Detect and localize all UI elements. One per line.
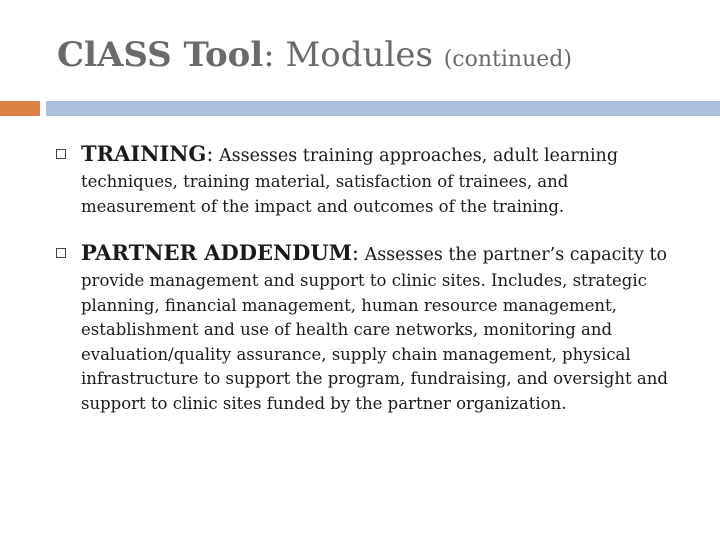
item-text: provide management and support to clinic sites. Includes, strategic planning, financial management, human resource management, establishment and use of health care networks, monitoring and evaluation/quality assurance, supply chain management, physical infrastructure to support the program, fundraising, and oversight and support to clinic sites funded by the partner organization. [81, 271, 668, 413]
accent-bar-orange [0, 101, 40, 116]
title-continued: (continued) [443, 47, 572, 72]
accent-bar-blue [46, 101, 720, 116]
item-text-first-line: Assesses the partner’s capacity to [359, 245, 668, 265]
item-colon: : [351, 241, 359, 265]
list-item-partner-addendum [81, 241, 681, 416]
title-modules: : Modules [263, 35, 444, 75]
item-text: techniques, training material, satisfaction of trainees, and measurement of the impact and outcomes of the training. [81, 172, 569, 216]
item-text-first-line: Assesses training approaches, adult learning [213, 146, 619, 166]
title-tool-name: ClASS Tool [57, 35, 264, 75]
checkbox-bullet-icon [56, 248, 66, 258]
checkbox-bullet-icon [56, 149, 66, 159]
item-heading: PARTNER ADDENDUM [81, 240, 352, 265]
item-colon: : [206, 142, 214, 166]
list-item-training [81, 142, 681, 219]
slide-title [57, 35, 572, 75]
item-heading: TRAINING [81, 141, 207, 166]
